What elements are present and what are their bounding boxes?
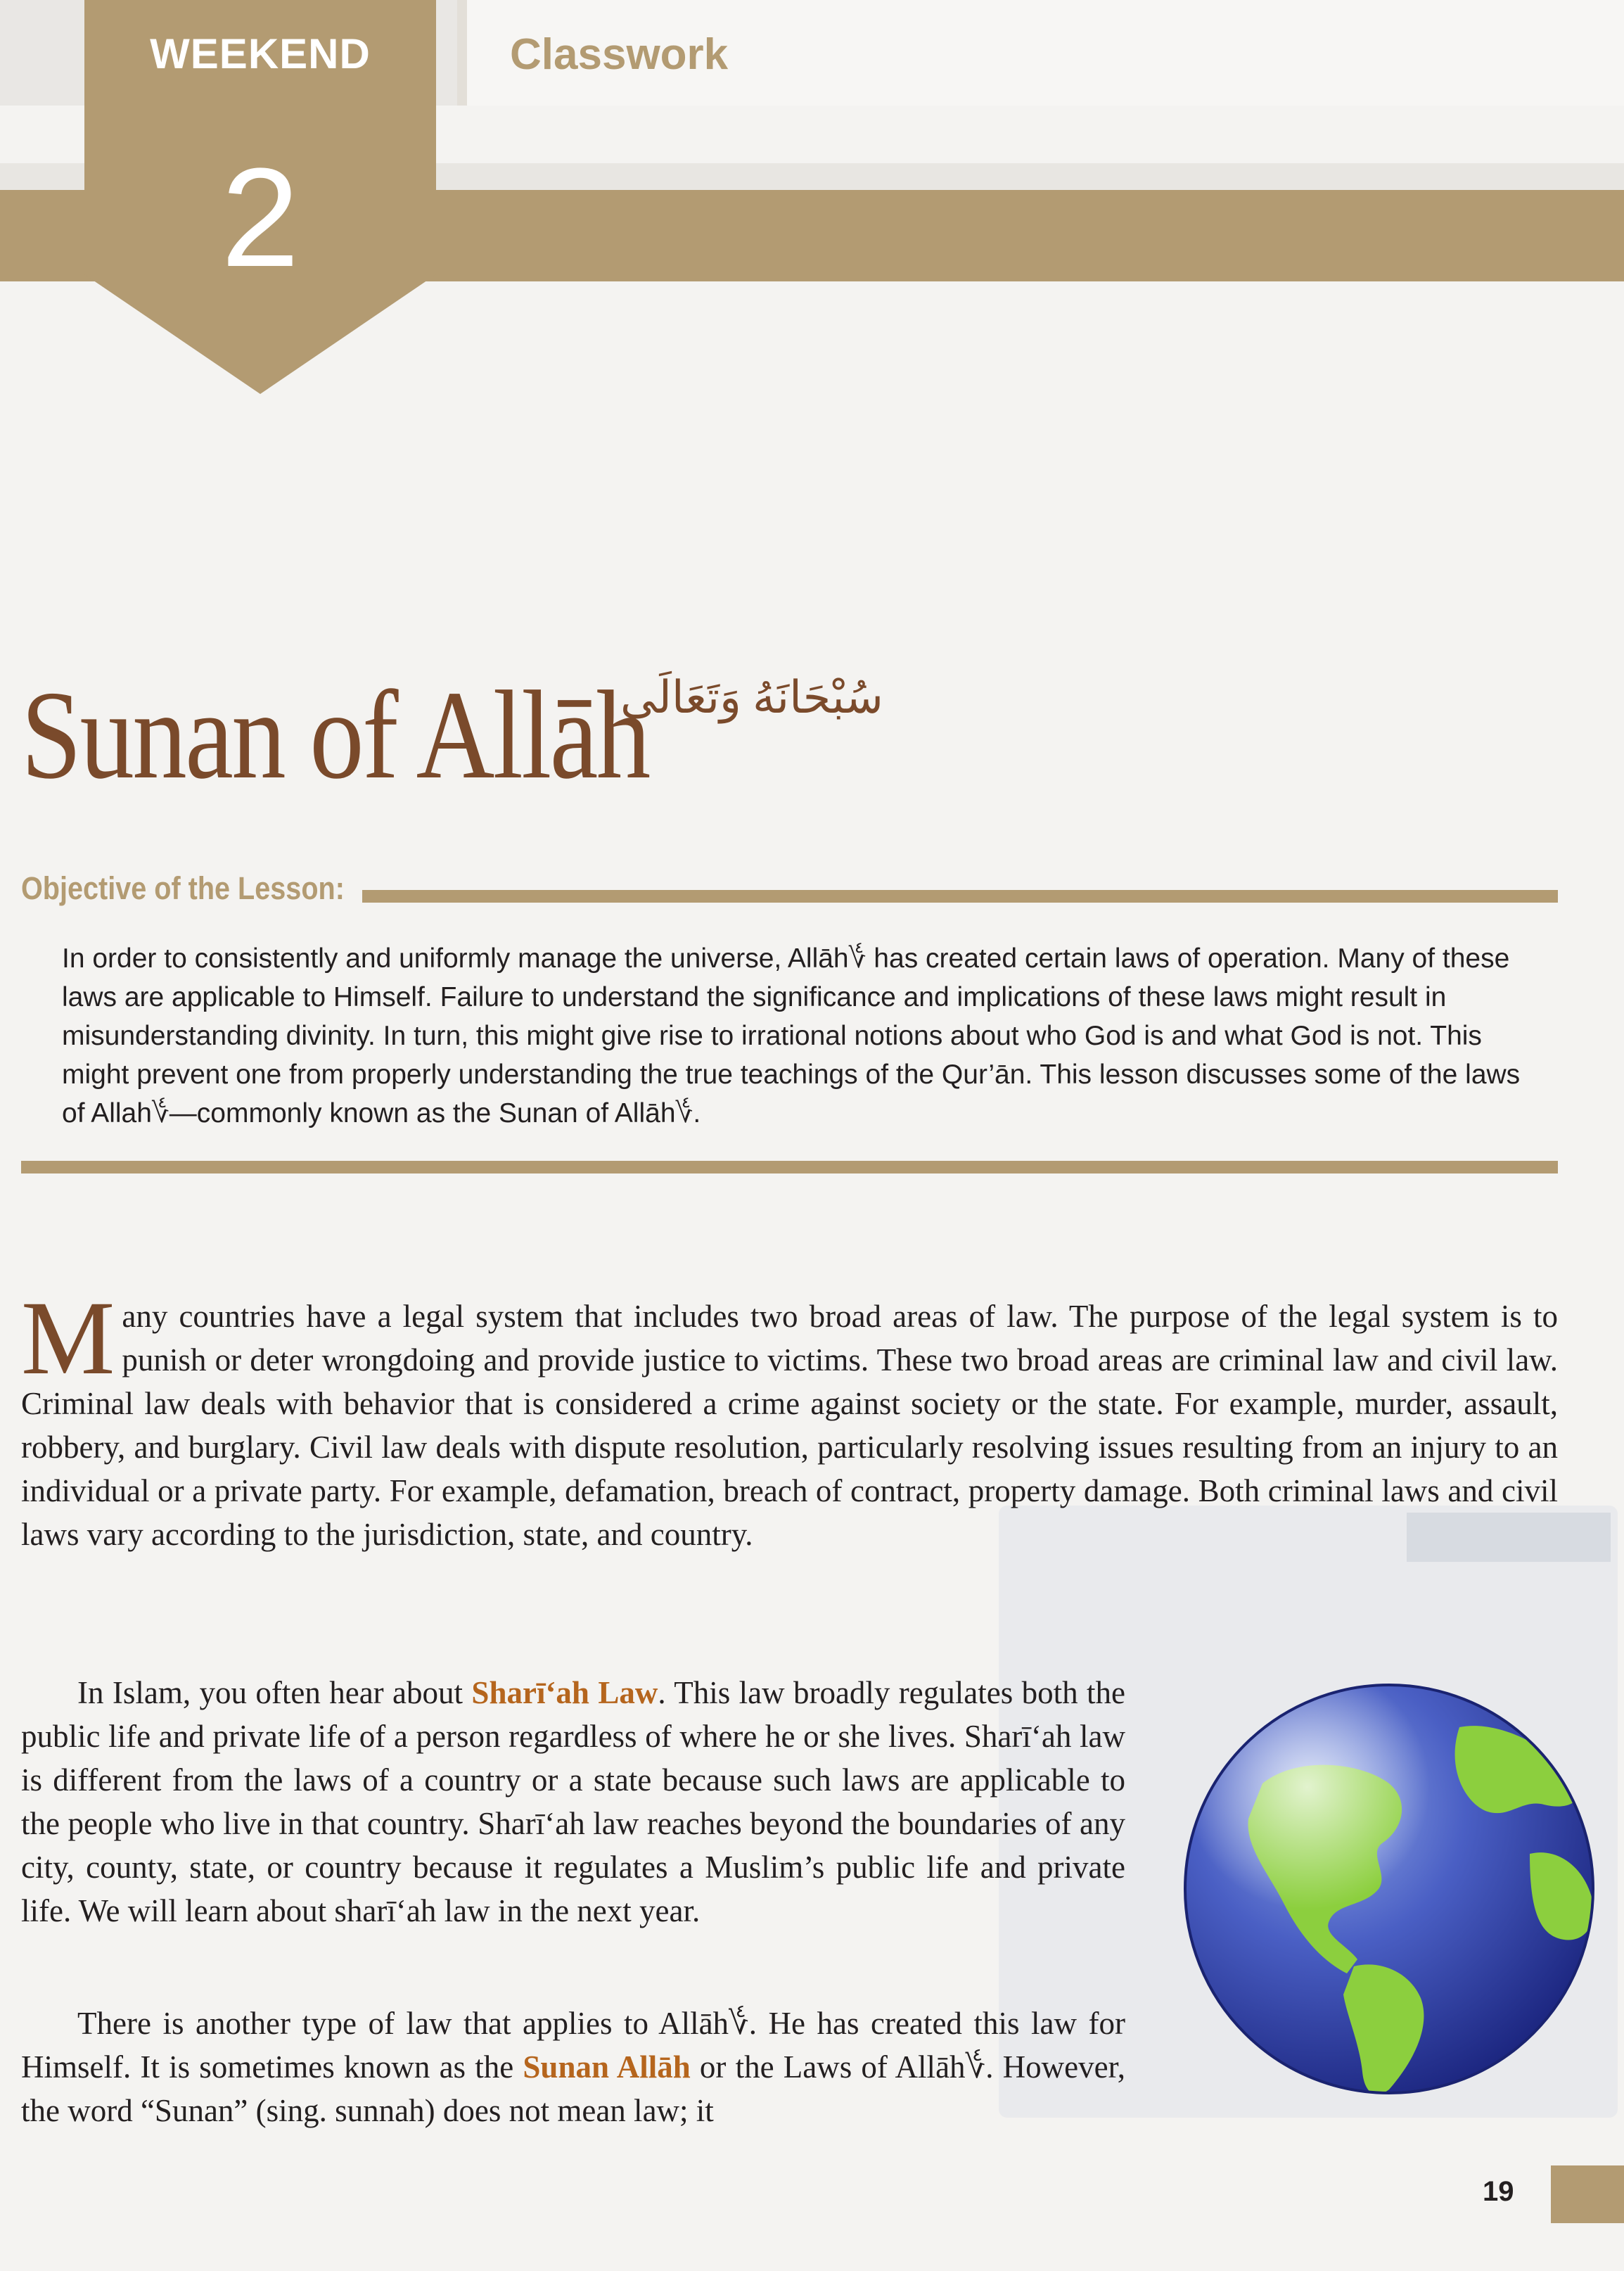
key-term: Sunan Allāh	[523, 2049, 691, 2085]
body-paragraph-3	[21, 2002, 1125, 2132]
lesson-title: Sunan of Allāh	[21, 665, 649, 805]
objective-rule-top	[362, 890, 1558, 903]
body-paragraph-1	[21, 1280, 1558, 1556]
page-number: 19	[1483, 2176, 1514, 2207]
objective-rule-bottom	[21, 1161, 1558, 1173]
footer-accent-bar	[1551, 2165, 1624, 2223]
paragraph-text: or the Laws of Allāh؇. However, the word “Sunan” (sing. sunnah) does not mean law; it	[21, 2049, 1126, 2128]
objective-heading: Objective of the Lesson:	[21, 870, 345, 906]
paragraph-text: There is another type of law that applies to Allāh؇. He has created this law for Himself. It is sometimes known as the	[21, 2006, 1125, 2085]
key-term: Sharī‘ah Law	[471, 1675, 658, 1710]
week-number: 2	[221, 139, 300, 296]
paragraph-text: any countries have a legal system that includes two broad areas of law. The purpose of the legal system is to punish or deter wrongdoing and provide justice to victims. These two broad areas are criminal law and civil law. Criminal law deals with behavior that is considered a crime against society or the state. For example, murder, assault, robbery, and burglary. Civil law deals with dispute resolution, particularly resolving issues resulting from an injury to an individual or a private party. For example, defamation, breach of contract, property damage. Both criminal laws and civil laws vary according to the jurisdiction, state, and country.	[21, 1299, 1558, 1552]
section-label: Classwork	[510, 30, 729, 79]
globe-icon	[1178, 1678, 1600, 2100]
body-paragraph-2	[21, 1671, 1125, 1933]
title-honorific: سُبْحَانَهُ وَتَعَالَى	[620, 673, 883, 723]
weekend-label: WEEKEND	[150, 30, 371, 77]
paragraph-text: . This law broadly regulates both the public life and private life of a person regardless of where he or she lives. Sharī‘ah law is different from the laws of a country or a state because such laws are applicable to the people who live in that country. Sharī‘ah law reaches beyond the boundaries of any city, county, state, or country because it regulates a Muslim’s public life and private life. We will learn about sharī‘ah law in the next year.	[21, 1675, 1125, 1928]
objective-text: In order to consistently and uniformly manage the universe, Allāh؇ has created certain laws of operation. Many of these laws are applicable to Himself. Failure to understand the significance and implications of these laws might result in misunderstanding divinity. In turn, this might give rise to irrational notions about who God is and what God is not. This might prevent one from properly understanding the true teachings of the Qur’ān. This lesson discusses some of the laws of Allah؇—commonly known as the Sunan of Allāh؇.	[62, 943, 1521, 1128]
paragraph-text: In Islam, you often hear about	[77, 1675, 472, 1710]
drop-cap: M	[21, 1280, 115, 1397]
